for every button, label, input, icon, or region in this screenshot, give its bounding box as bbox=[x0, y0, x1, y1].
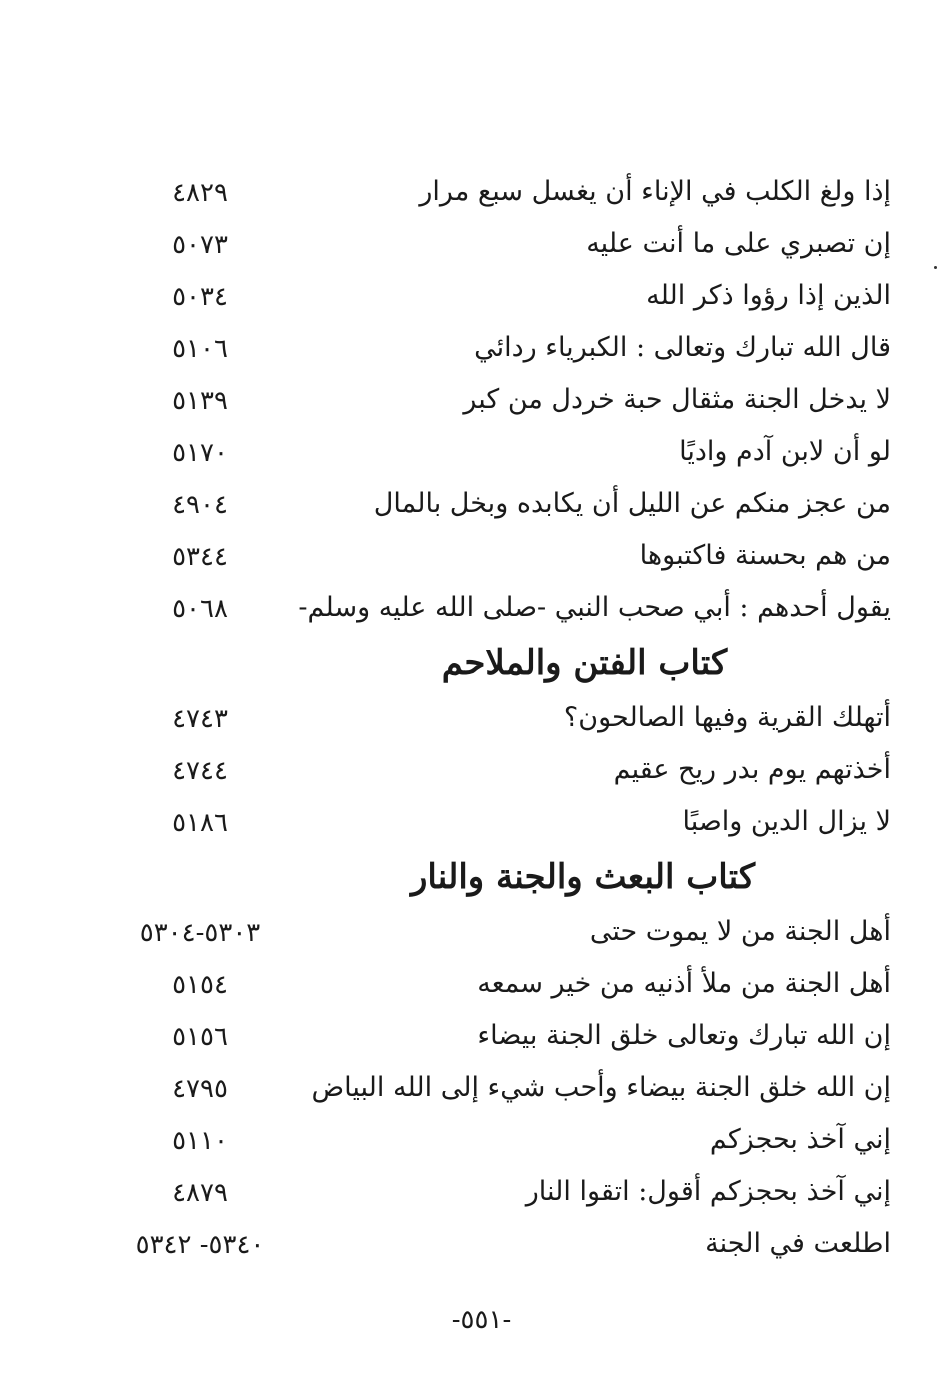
hadith-number: ٥١٥٤ bbox=[172, 970, 228, 1000]
index-entry bbox=[0, 272, 941, 324]
hadith-incipit: إن الله تبارك وتعالى خلق الجنة بيضاء bbox=[477, 1020, 891, 1051]
hadith-number: ٤٧٩٥ bbox=[172, 1074, 228, 1104]
hadith-incipit: لا يدخل الجنة مثقال حبة خردل من كبر bbox=[463, 384, 891, 415]
hadith-incipit: أهل الجنة من لا يموت حتى bbox=[589, 916, 891, 947]
hadith-incipit: إني آخذ بحجزكم bbox=[709, 1124, 891, 1155]
hadith-incipit: أخذتهم يوم بدر ريح عقيم bbox=[613, 754, 891, 785]
section-title: كتاب البعث والجنة والنار bbox=[410, 857, 756, 897]
index-entry bbox=[0, 168, 941, 220]
hadith-number: ٤٨٧٩ bbox=[172, 1178, 228, 1208]
hadith-number: ٥١٨٦ bbox=[172, 808, 228, 838]
hadith-number: ٥١١٠ bbox=[172, 1126, 228, 1156]
page-number-text: -٥٥١- bbox=[451, 1305, 512, 1335]
index-entry bbox=[0, 908, 941, 960]
hadith-incipit: إني آخذ بحجزكم أقول: اتقوا النار bbox=[525, 1176, 891, 1207]
index-entry bbox=[0, 428, 941, 480]
hadith-number: ٥٠٦٨ bbox=[172, 594, 228, 624]
index-entry bbox=[0, 1116, 941, 1168]
hadith-incipit: لا يزال الدين واصبًا bbox=[682, 806, 891, 837]
hadith-incipit: من عجز منكم عن الليل أن يكابده وبخل بالمال bbox=[373, 488, 891, 519]
index-entry bbox=[0, 584, 941, 636]
section-heading bbox=[0, 636, 941, 694]
hadith-incipit: أهل الجنة من ملأ أذنيه من خير سمعه bbox=[477, 968, 891, 999]
index-entry bbox=[0, 746, 941, 798]
index-entry bbox=[0, 532, 941, 584]
index-entry bbox=[0, 960, 941, 1012]
hadith-incipit: الذين إذا رؤوا ذكر الله bbox=[646, 280, 891, 311]
hadith-incipit: قال الله تبارك وتعالى : الكبرياء ردائي bbox=[474, 332, 891, 363]
hadith-incipit: إذا ولغ الكلب في الإناء أن يغسل سبع مرار bbox=[419, 176, 891, 207]
hadith-incipit: إن الله خلق الجنة بيضاء وأحب شيء إلى الله البياض bbox=[311, 1072, 891, 1103]
hadith-number: ٥٣٠٣-٥٣٠٤ bbox=[139, 918, 261, 948]
hadith-incipit: أتهلك القرية وفيها الصالحون؟ bbox=[563, 702, 891, 733]
hadith-number: ٤٧٤٣ bbox=[172, 704, 228, 734]
hadith-number: ٤٧٤٤ bbox=[172, 756, 228, 786]
hadith-incipit: اطلعت في الجنة bbox=[705, 1228, 891, 1259]
hadith-incipit: إن تصبري على ما أنت عليه bbox=[586, 228, 891, 259]
hadith-number: ٥٠٧٣ bbox=[172, 230, 228, 260]
hadith-number: ٤٩٠٤ bbox=[172, 490, 228, 520]
index-entry bbox=[0, 694, 941, 746]
hadith-number: ٥١٥٦ bbox=[172, 1022, 228, 1052]
index-entry bbox=[0, 480, 941, 532]
hadith-number: ٥٣٤٠- ٥٣٤٢ bbox=[135, 1230, 265, 1260]
index-entry bbox=[0, 1012, 941, 1064]
scan-speck bbox=[934, 266, 937, 269]
index-list bbox=[0, 168, 941, 1272]
index-entry bbox=[0, 1220, 941, 1272]
section-title: كتاب الفتن والملاحم bbox=[441, 643, 728, 683]
section-heading bbox=[0, 850, 941, 908]
index-entry bbox=[0, 324, 941, 376]
hadith-number: ٤٨٢٩ bbox=[172, 178, 228, 208]
hadith-number: ٥١٠٦ bbox=[172, 334, 228, 364]
hadith-number: ٥١٣٩ bbox=[172, 386, 228, 416]
index-entry bbox=[0, 1168, 941, 1220]
index-entry bbox=[0, 1064, 941, 1116]
hadith-number: ٥١٧٠ bbox=[172, 438, 228, 468]
hadith-number: ٥٣٤٤ bbox=[172, 542, 228, 572]
hadith-incipit: يقول أحدهم : أبي صحب النبي -صلى الله عليه وسلم- bbox=[298, 592, 891, 623]
hadith-incipit: من هم بحسنة فاكتبوها bbox=[639, 540, 891, 571]
index-entry bbox=[0, 798, 941, 850]
hadith-number: ٥٠٣٤ bbox=[172, 282, 228, 312]
index-entry bbox=[0, 376, 941, 428]
hadith-incipit: لو أن لابن آدم واديًا bbox=[679, 436, 891, 467]
index-entry bbox=[0, 220, 941, 272]
page-number bbox=[0, 1303, 941, 1337]
